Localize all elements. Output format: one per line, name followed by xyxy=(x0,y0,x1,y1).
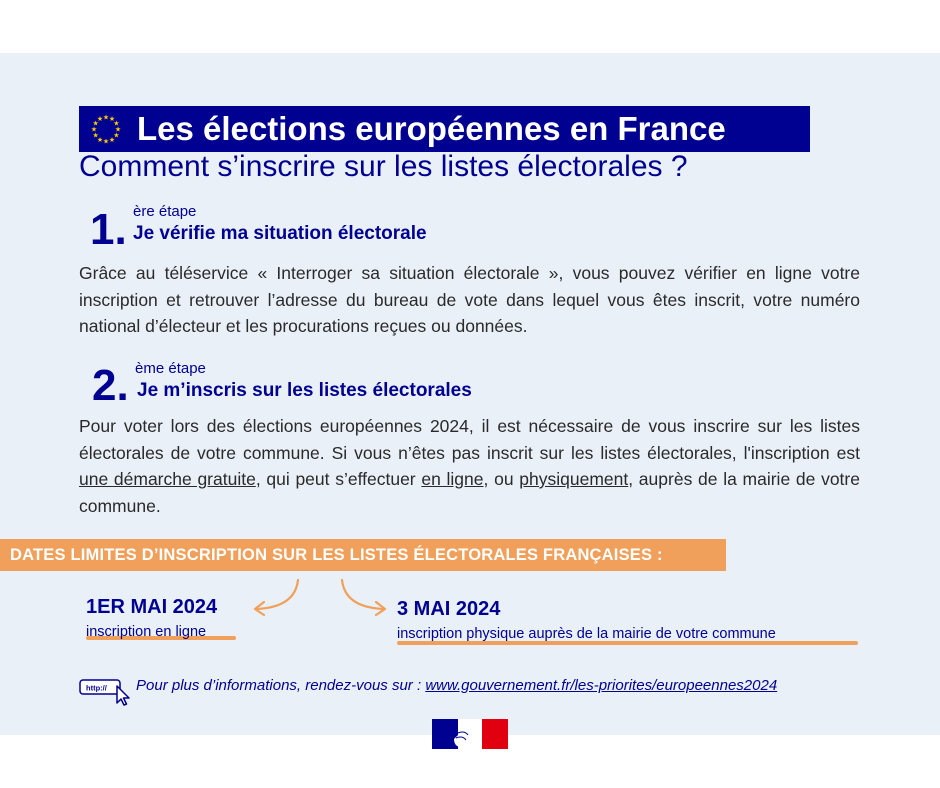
eu-star-icon: ★ xyxy=(114,126,122,134)
eu-flag-icon xyxy=(79,106,133,152)
info-row xyxy=(79,676,879,706)
info-website-link[interactable]: www.gouvernement.fr/les-priorites/europeennes2024 xyxy=(425,677,778,694)
eu-star-icon: ★ xyxy=(96,136,104,144)
deadline-online-date: 1ER MAI 2024 xyxy=(86,596,218,618)
link-physiquement[interactable]: physiquement xyxy=(519,469,629,489)
curved-arrow-right-icon xyxy=(336,576,392,618)
eu-star-icon: ★ xyxy=(96,116,104,124)
eu-star-icon: ★ xyxy=(102,114,110,122)
eu-star-icon: ★ xyxy=(102,138,110,146)
deadlines-banner: DATES LIMITES D’INSCRIPTION SUR LES LISTES ÉLECTORALES FRANÇAISES : xyxy=(0,539,726,571)
deadline-physical-date: 3 MAI 2024 xyxy=(397,598,501,620)
step-1-text: Grâce au téléservice « Interroger sa situation électorale », vous pouvez vérifier en ligne votre inscription et retrouver l’adresse du bureau de vote dans lequel vous êtes inscrit, votre numéro national d’électeur et les procurations reçues ou données. xyxy=(79,263,860,336)
cursor-icon xyxy=(117,686,129,705)
link-en-ligne[interactable]: en ligne xyxy=(421,469,484,489)
step-1-ordinal: ère étape xyxy=(133,203,197,220)
step-2-number: 2. xyxy=(92,361,129,410)
step-2-text-part: Pour voter lors des élections européennes 2024, il est nécessaire de vous inscrire sur les listes électorales de votre commune. Si vous n’êtes pas inscrit sur les listes électorales, l'inscription est xyxy=(79,416,860,463)
eu-star-icon: ★ xyxy=(113,132,120,140)
eu-star-icon: ★ xyxy=(113,120,120,128)
web-link-icon xyxy=(79,676,135,706)
link-demarche-gratuite[interactable]: une démarche gratuite xyxy=(79,469,256,489)
deadline-physical-label: inscription physique auprès de la mairie de votre commune xyxy=(397,626,776,642)
marianne-logo xyxy=(432,719,508,749)
step-1-title: Je vérifie ma situation électorale xyxy=(133,223,427,244)
curved-arrow-left-icon xyxy=(246,576,306,618)
title-banner xyxy=(79,106,810,152)
step-2-text-part: , auprès de la mairie de votre commune. xyxy=(79,469,860,516)
info-label: Pour plus d’informations, rendez-vous sur : xyxy=(136,677,426,694)
step-2-title: Je m’inscris sur les listes électorales xyxy=(137,380,472,401)
web-link-icon-label: http:// xyxy=(86,683,107,693)
eu-star-icon: ★ xyxy=(108,116,116,124)
info-text xyxy=(136,677,777,694)
deadline-online-label: inscription en ligne xyxy=(86,624,207,640)
eu-star-icon: ★ xyxy=(92,120,99,128)
step-2-text xyxy=(79,413,860,519)
step-1-number: 1. xyxy=(90,205,127,254)
step-2-ordinal: ème étape xyxy=(135,360,206,377)
eu-star-icon: ★ xyxy=(108,136,116,144)
step-2-text-part: , ou xyxy=(483,469,520,489)
eu-star-icon: ★ xyxy=(90,126,98,134)
step-2-text-part: , qui peut s’effectuer xyxy=(255,469,422,489)
page-title: Les élections européennes en France xyxy=(137,110,726,147)
page-subtitle: Comment s’inscrire sur les listes électorales ? xyxy=(79,150,688,183)
eu-star-icon: ★ xyxy=(92,132,99,140)
